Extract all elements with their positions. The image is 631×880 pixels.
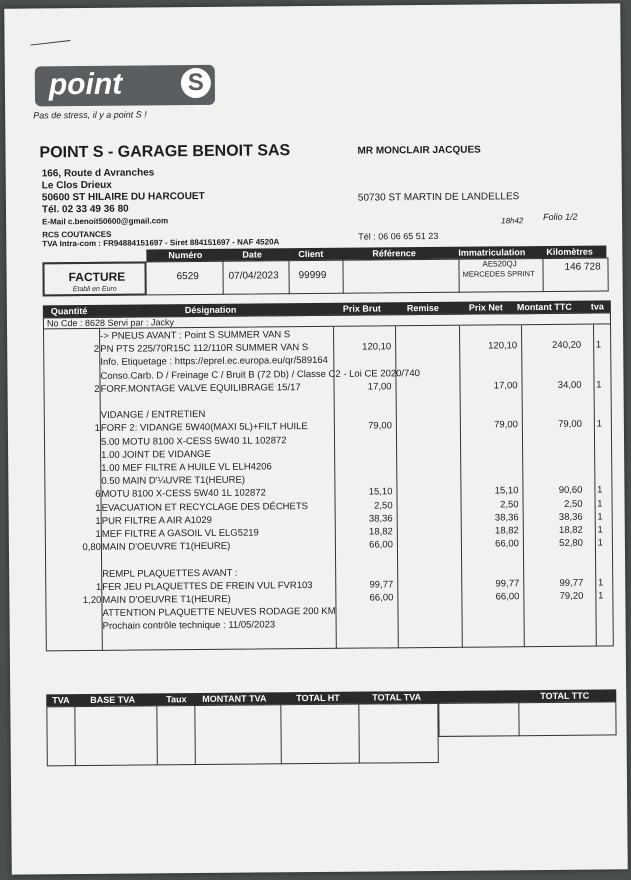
col-remise: Remise: [406, 302, 439, 314]
line-montant-ttc: 240,20: [552, 339, 582, 352]
pen-mark: [31, 40, 71, 46]
label-reference: Référence: [372, 248, 416, 259]
invoice-number: 6529: [176, 271, 199, 283]
line-tva: 1: [596, 379, 602, 391]
line-prix-brut: 120,10: [362, 341, 392, 353]
totals-box: [46, 703, 439, 766]
line-prix-net: 15,10: [494, 485, 519, 497]
company-tel: Tél. 02 33 49 36 80: [41, 203, 129, 216]
line-tva: 1: [598, 590, 604, 602]
totals-col-base-tva: BASE TVA: [90, 694, 136, 705]
line-prix-net: 79,00: [494, 419, 518, 431]
line-designation: 5.00 MOTU 8100 X-CESS 5W40 1L 102872: [100, 434, 287, 448]
line-quantity: 2: [94, 383, 100, 395]
line-prix-brut: 2,50: [374, 499, 393, 512]
line-montant-ttc: 2,50: [564, 498, 583, 510]
line-designation: REMPL PLAQUETTES AVANT :: [102, 567, 238, 580]
line-designation: 0.50 MAIN D'¼UVRE T1(HEURE): [101, 474, 246, 488]
line-prix-net: 99,77: [495, 578, 520, 590]
line-quantity: 1: [94, 423, 100, 435]
line-prix-net: 120,10: [488, 340, 518, 352]
line-tva: 1: [597, 537, 603, 549]
line-tva: 1: [597, 577, 604, 589]
point-s-logo: [35, 65, 215, 107]
line-designation: PN PTS 225/70R15C 112/110R SUMMER VAN S: [100, 342, 309, 356]
company-email: E-Mail c.benoit50600@gmail.com: [42, 216, 169, 227]
line-designation: MAIN D'OEUVRE T1(HEURE): [101, 540, 231, 554]
line-designation: MAIN D'OEUVRE T1(HEURE): [102, 593, 231, 606]
line-prix-net: 2,50: [500, 498, 519, 510]
col-prix-net: Prix Net: [468, 302, 503, 313]
line-prix-net: 66,00: [495, 538, 519, 550]
line-tva: 1: [597, 524, 603, 536]
line-designation: FORF.MONTAGE VALVE EQUILIBRAGE 15/17: [100, 381, 301, 395]
company-address-2: Le Clos Drieux: [41, 179, 112, 192]
company-name: POINT S - GARAGE BENOIT SAS: [39, 142, 291, 162]
line-prix-brut: 38,36: [368, 513, 393, 525]
line-quantity: 0,80: [82, 542, 101, 554]
order-line: No Cde : 8628 Servi par : Jacky: [46, 317, 175, 329]
line-prix-brut: 79,00: [368, 420, 392, 432]
line-designation: VIDANGE / ENTRETIEN: [100, 409, 206, 422]
invoice-date: 07/04/2023: [228, 270, 279, 282]
invoice-client-code: 99999: [298, 269, 327, 282]
company-rcs: RCS COUTANCES: [42, 229, 112, 240]
line-prix-net: 18,82: [494, 525, 519, 537]
line-montant-ttc: 34,00: [557, 379, 582, 391]
line-designation: PUR FILTRE A AIR A1029: [101, 514, 212, 527]
line-prix-brut: 66,00: [369, 592, 394, 604]
line-designation: 1.00 MEF FILTRE A HUILE VL ELH4206: [101, 461, 272, 474]
invoice-vehicle: MERCEDES SPRINT: [462, 269, 535, 279]
totals-col-total-tva: TOTAL TVA: [372, 692, 422, 703]
line-prix-brut: 15,10: [368, 486, 393, 498]
line-prix-net: 66,00: [495, 591, 520, 603]
company-tva: TVA Intra-com : FR94884151697 - Siret 884151697 - NAF 4520A: [42, 237, 280, 249]
line-tva: 1: [597, 484, 603, 496]
line-quantity: 1: [95, 581, 102, 593]
line-montant-ttc: 38,36: [558, 511, 583, 523]
line-tva: 1: [595, 339, 602, 351]
totals-col-montant-tva: MONTANT TVA: [202, 693, 267, 705]
line-prix-brut: 18,82: [368, 526, 393, 538]
line-designation: Conso.Carb. D / Freinage C / Bruit B (72 Db) / Classe C2 - Loi CE 2020/740: [100, 367, 420, 382]
client-tel: Tél : 06 06 65 51 23: [358, 230, 439, 242]
label-client: Client: [298, 248, 324, 260]
line-tva: 1: [596, 418, 602, 430]
line-montant-ttc: 18,82: [558, 524, 583, 536]
col-tva: tva: [590, 301, 604, 312]
line-designation: ATTENTION PLAQUETTE NEUVES RODAGE 200 KM: [102, 606, 336, 620]
company-address-3: 50600 ST HILAIRE DU HARCOUET: [41, 190, 205, 204]
label-date: Date: [242, 249, 262, 260]
logo-tagline: Pas de stress, il y a point S !: [33, 109, 147, 121]
totals-col-taux: Taux: [166, 694, 187, 705]
col-montant-ttc: Montant TTC: [516, 301, 572, 313]
line-designation: MEF FILTRE A GASOIL VL ELG5219: [101, 527, 259, 540]
label-immatriculation: Immatriculation: [458, 247, 526, 258]
totals-col-tva: TVA: [52, 695, 70, 706]
col-prix-brut: Prix Brut: [342, 303, 381, 314]
line-designation: EVACUATION ET RECYCLAGE DES DÉCHETS: [101, 500, 309, 514]
invoice-immatriculation: AE520QJ: [482, 259, 517, 269]
col-quantite: Quantité: [50, 305, 88, 317]
line-quantity: 1: [95, 502, 101, 514]
company-address-1: 166, Route d Avranches: [41, 167, 155, 180]
line-designation: -> PNEUS AVANT : Point S SUMMER VAN S: [100, 329, 291, 342]
client-city: 50730 ST MARTIN DE LANDELLES: [357, 191, 520, 204]
line-tva: 1: [597, 511, 603, 523]
col-designation: Désignation: [184, 304, 237, 316]
folio: Folio 1/2: [543, 211, 578, 223]
line-montant-ttc: 52,80: [559, 537, 583, 550]
line-prix-net: 38,36: [494, 512, 519, 524]
line-quantity: 2: [93, 344, 100, 356]
line-prix-net: 17,00: [493, 380, 518, 392]
line-designation: MOTU 8100 X-CESS 5W40 1L 102872: [101, 487, 266, 501]
line-montant-ttc: 99,77: [559, 577, 584, 589]
line-montant-ttc: 79,20: [559, 590, 584, 602]
line-montant-ttc: 90,60: [558, 485, 583, 497]
totals-col-total-ht: TOTAL HT: [296, 692, 340, 704]
invoice-paper: [4, 3, 628, 874]
line-quantity: 1: [95, 528, 101, 540]
line-quantity: 1: [95, 515, 101, 527]
invoice-subtype: Etabli en Euro: [72, 285, 117, 294]
line-montant-ttc: 79,00: [558, 419, 582, 431]
logo-letter: S: [181, 68, 211, 98]
total-ttc-box: [438, 701, 616, 737]
line-prix-brut: 17,00: [367, 381, 392, 393]
label-numero: Numéro: [168, 249, 203, 261]
line-prix-brut: 66,00: [369, 539, 393, 551]
line-designation: FORF 2: VIDANGE 5W40(MAXI 5L)+FILT HUILE: [100, 421, 308, 435]
label-kilometres: Kilomètres: [546, 246, 593, 257]
invoice-kilometres: 146 728: [564, 261, 601, 273]
line-prix-brut: 99,77: [369, 579, 394, 591]
print-time: 18h42: [501, 216, 524, 226]
client-name: MR MONCLAIR JACQUES: [357, 144, 481, 157]
line-designation: Info. Etiquetage : https://eprel.ec.europa.eu/qr/589164: [100, 355, 329, 369]
line-designation: Prochain contrôle technique : 11/05/2023: [102, 619, 276, 633]
logo-word: point: [48, 67, 123, 102]
line-designation: FER JEU PLAQUETTES DE FREIN VUL FVR103: [102, 579, 313, 593]
line-designation: 1.00 JOINT DE VIDANGE: [101, 448, 211, 461]
totals-col-total-ttc: TOTAL TTC: [540, 690, 590, 702]
line-quantity: 6: [95, 489, 101, 501]
line-quantity: 1,20: [82, 594, 102, 607]
line-tva: 1: [597, 498, 603, 510]
invoice-type: FACTURE: [68, 269, 126, 285]
